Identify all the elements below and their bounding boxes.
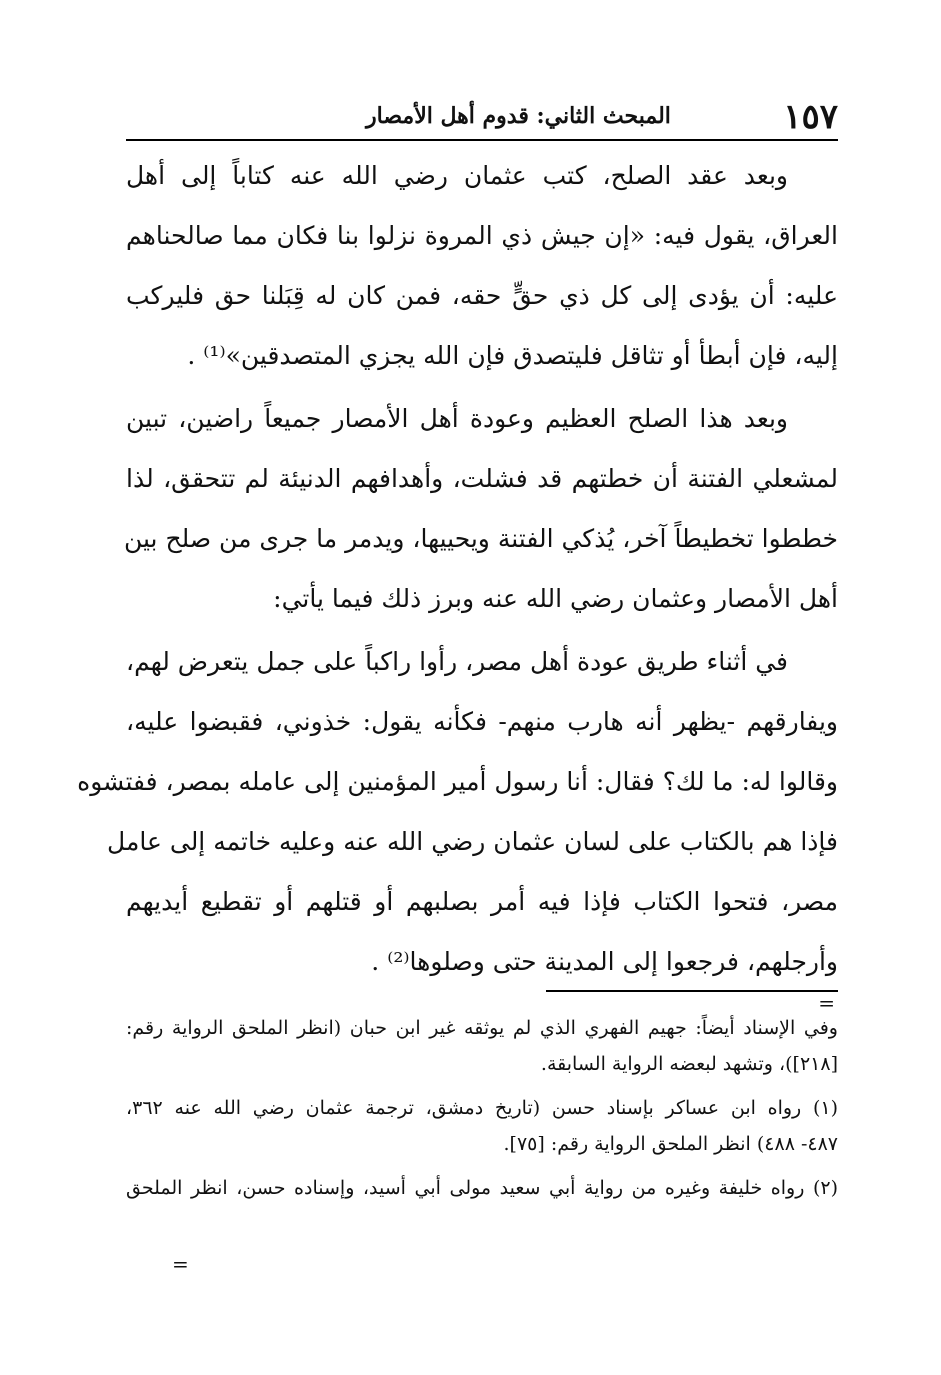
- page-header: [126, 95, 838, 137]
- text-line: عليه: أن يؤدى إلى كل ذي حقٍّ حقه، فمن كان له قِبَلنا حق فليركب: [126, 281, 838, 310]
- text-line: وبعد عقد الصلح، كتب عثمان رضي الله عنه كتاباً إلى أهل: [126, 161, 788, 190]
- text-line: وقالوا له: ما لك؟ فقال: أنا رسول أمير المؤمنين إلى عامله بمصر، ففتشوه: [77, 767, 838, 796]
- header-rule: [126, 139, 838, 141]
- text-line: لمشعلي الفتنة أن خطتهم قد فشلت، وأهدافهم الدنيئة لم تتحقق، لذا: [126, 464, 838, 493]
- running-title: المبحث الثاني: قدوم أهل الأمصار: [366, 103, 671, 129]
- continuation-mark: =: [818, 991, 835, 1015]
- text-line: إليه، فإن أبطأ أو تثاقل فليتصدق فإن الله يجزي المتصدقين»⁽¹⁾ .: [187, 341, 838, 370]
- page-number: ١٥٧: [783, 97, 838, 137]
- text-line: خططوا تخطيطاً آخر، يُذكي الفتنة ويحييها، ويدمر ما جرى من صلح بين: [123, 524, 838, 553]
- text-line: العراق، يقول فيه: «إن جيش ذي المروة نزلوا بنا فكان مما صالحناهم: [126, 221, 838, 250]
- trailing-mark: =: [172, 1252, 189, 1276]
- text-line: مصر، فتحوا الكتاب فإذا فيه أمر بصلبهم أو قتلهم أو تقطيع أيديهم: [126, 887, 838, 916]
- footnote-line: وفي الإسناد أيضاً: جهيم الفهري الذي لم يوثقه غير ابن حبان (انظر الملحق الرواية رقم:: [126, 1017, 838, 1039]
- text-line: وأرجلهم، فرجعوا إلى المدينة حتى وصلوها⁽²⁾ .: [371, 947, 838, 976]
- text-line: في أثناء طريق عودة أهل مصر، رأوا راكباً على جمل يتعرض لهم،: [126, 647, 788, 676]
- text-line: وبعد هذا الصلح العظيم وعودة أهل الأمصار جميعاً راضين، تبين: [126, 404, 788, 433]
- footnote-line: ٤٨٧- ٤٨٨) انظر الملحق الرواية رقم: [٧٥].: [503, 1133, 838, 1155]
- footnotes: [126, 1010, 838, 1206]
- text-line: ويفارقهم -يظهر أنه هارب منهم- فكأنه يقول: خذوني، فقبضوا عليه،: [126, 707, 838, 736]
- footnote-separator: [546, 990, 838, 992]
- footnote-line: [٢١٨])، وتشهد لبعضه الرواية السابقة.: [540, 1053, 838, 1075]
- footnote-line: (١) رواه ابن عساكر بإسناد حسن (تاريخ دمشق، ترجمة عثمان رضي الله عنه ٣٦٢،: [126, 1097, 838, 1119]
- footnote-line: (٢) رواه خليفة وغيره من رواية أبي سعيد مولى أبي أسيد، وإسناده حسن، انظر الملحق: [126, 1177, 838, 1199]
- main-text: [77, 146, 838, 992]
- text-line: فإذا هم بالكتاب على لسان عثمان رضي الله عنه وعليه خاتمه إلى عامل: [107, 827, 838, 856]
- text-line: أهل الأمصار وعثمان رضي الله عنه وبرز ذلك فيما يأتي:: [273, 584, 838, 613]
